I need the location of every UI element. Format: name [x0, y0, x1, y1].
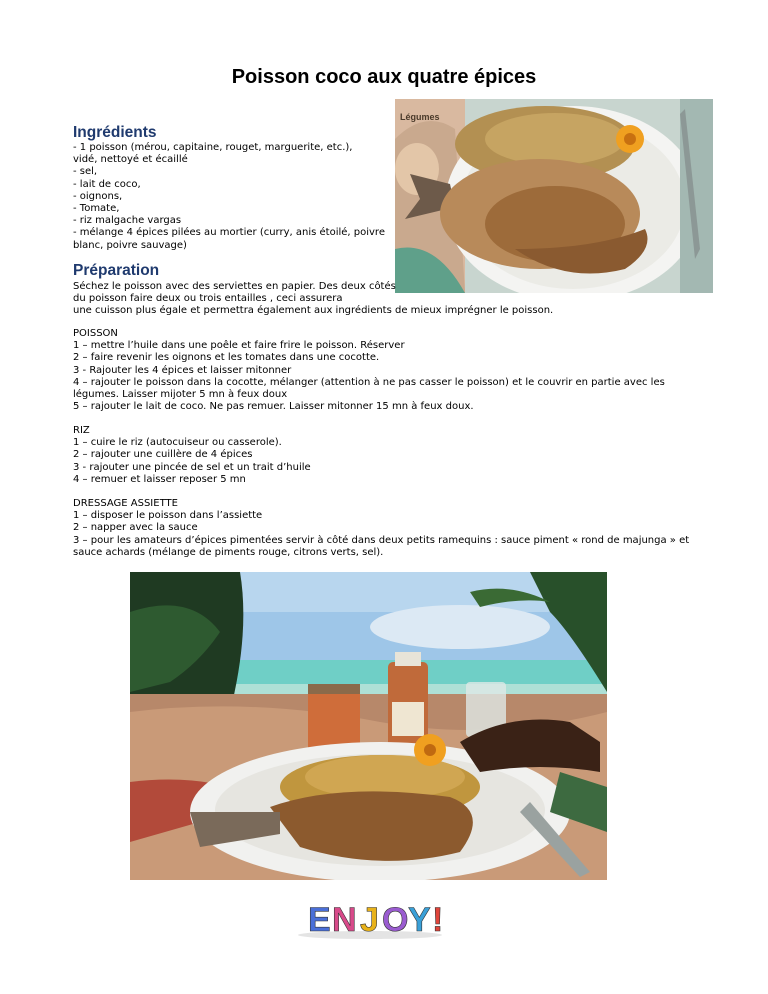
enjoy-letter: Y — [408, 901, 431, 939]
step-line: 1 – cuire le riz (autocuiseur ou casserole). — [73, 437, 282, 449]
section-label: RIZ — [73, 425, 90, 436]
enjoy-letter: E — [308, 901, 331, 939]
paragraph-line: Séchez le poisson avec des serviettes en papier. Des deux côtés — [73, 281, 396, 292]
step-line: 4 – rajouter le poisson dans la cocotte, mélanger (attention à ne pas casser le poisson) et le couvrir en partie avec les — [73, 376, 665, 388]
paragraph-line: une cuisson plus égale et permettra également aux ingrédients de mieux imprégner le poisson. — [73, 305, 554, 317]
step-line: 1 – mettre l’huile dans une poêle et faire frire le poisson. Réserver — [73, 340, 405, 352]
list-item: - riz malgache vargas — [73, 215, 182, 227]
preparation-heading: Préparation — [73, 262, 160, 279]
ingredients-heading: Ingrédients — [73, 124, 157, 141]
enjoy-letter: O — [382, 901, 409, 939]
dressage-steps — [73, 498, 689, 559]
ingredients-list — [73, 142, 385, 252]
placemat-label: Légumes — [400, 112, 440, 122]
dish-photo — [395, 99, 713, 293]
step-line: 3 - Rajouter les 4 épices et laisser mitonner — [73, 364, 292, 376]
enjoy-letter: J — [360, 901, 379, 939]
section-label: DRESSAGE ASSIETTE — [73, 498, 178, 509]
step-line: 3 – pour les amateurs d’épices pimentées servir à côté dans deux petits ramequins : sauce piment « rond de majunga » et — [73, 534, 690, 546]
list-item: - oignons, — [73, 190, 123, 202]
step-line: 2 – rajouter une cuillère de 4 épices — [73, 449, 253, 461]
enjoy-wordart — [290, 895, 450, 941]
step-line: 5 – rajouter le lait de coco. Ne pas remuer. Laisser mitonner 15 mn à feux doux. — [73, 401, 474, 413]
step-line: 2 – napper avec la sauce — [73, 522, 198, 534]
page-title: Poisson coco aux quatre épices — [231, 66, 537, 88]
step-line: 3 - rajouter une pincée de sel et un trait d’huile — [73, 461, 311, 473]
poisson-steps — [73, 328, 665, 413]
list-item: - 1 poisson (mérou, capitaine, rouget, marguerite, etc.), — [73, 142, 353, 153]
list-item: - mélange 4 épices pilées au mortier (curry, anis étoilé, poivre — [73, 227, 385, 239]
list-item: blanc, poivre sauvage) — [73, 239, 187, 251]
step-line: 2 – faire revenir les oignons et les tomates dans une cocotte. — [73, 352, 380, 364]
list-item: vidé, nettoyé et écaillé — [73, 154, 188, 166]
beach-dish-photo — [130, 572, 607, 880]
section-label: POISSON — [73, 328, 118, 339]
step-line: légumes. Laisser mijoter 5 mn à feux doux — [73, 389, 288, 401]
riz-steps — [73, 425, 311, 486]
list-item: - lait de coco, — [73, 178, 141, 190]
step-line: 4 – remuer et laisser reposer 5 mn — [73, 473, 246, 485]
step-line: sauce achards (mélange de piments rouge, citrons verts, sel). — [73, 546, 384, 558]
enjoy-letter: ! — [432, 901, 444, 939]
step-line: 1 – disposer le poisson dans l’assiette — [73, 510, 263, 522]
list-item: - sel, — [73, 166, 98, 178]
enjoy-letter: N — [332, 901, 357, 939]
list-item: - Tomate, — [73, 203, 120, 215]
preparation-intro — [73, 281, 553, 318]
paragraph-line: du poisson faire deux ou trois entailles , ceci assurera — [73, 293, 343, 305]
